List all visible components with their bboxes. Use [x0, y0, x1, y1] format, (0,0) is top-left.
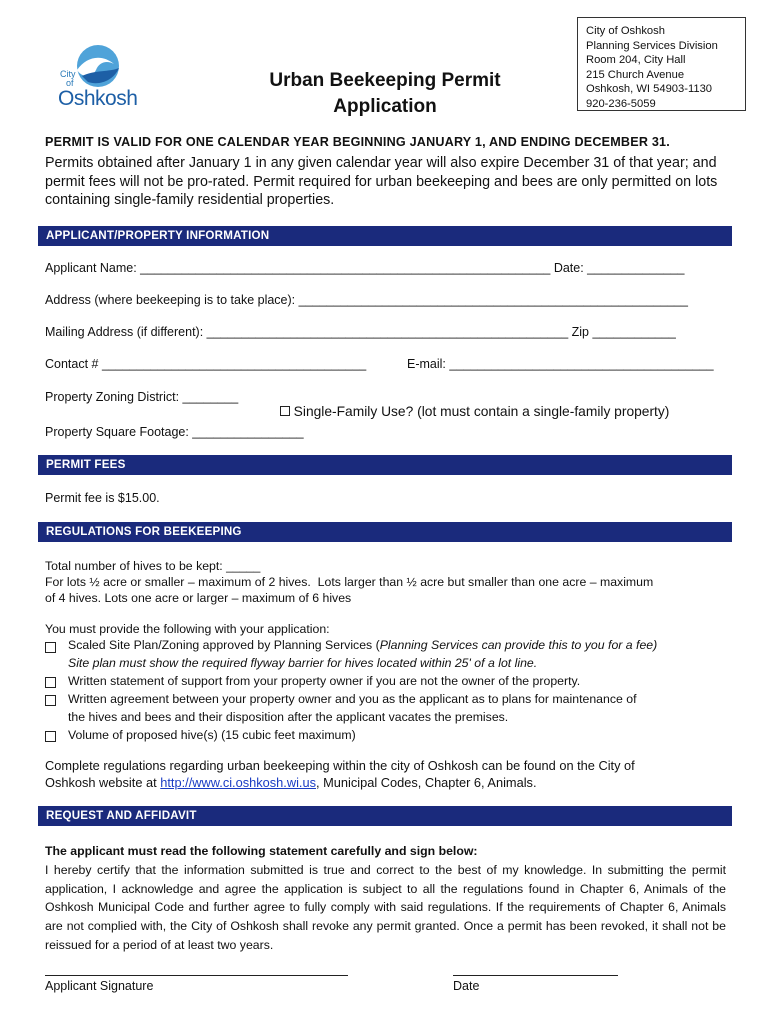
affidavit-body: I hereby certify that the information submitted is true and correct to the best of my knowledge. In submitting the permit application, I acknowledge and agree the application is subject to all the regulations found in Chapter 6, Animals of the Oshkosh Municipal Code and further agree to fully comply with said regulations. If the requirements of Chapter 6, Animals are not complied with, the City of Oshkosh shall revoke any permit granted. Once a permit has been revoked, it shall not be reissued for a period of at least two years.: [45, 862, 726, 952]
section-header-regulations: REGULATIONS FOR BEEKEEPING: [38, 522, 732, 542]
email-field[interactable]: E-mail: ______________________________________: [407, 357, 714, 371]
checkbox-site-plan[interactable]: [45, 640, 66, 658]
fee-text: Permit fee is $15.00.: [45, 491, 160, 505]
page-title: Urban Beekeeping Permit Application: [269, 70, 501, 117]
hive-limits-line2: of 4 hives. Lots one acre or larger – maximum of 6 hives: [45, 591, 352, 605]
date-label: Date: [453, 979, 480, 993]
checkbox-owner-statement[interactable]: [45, 675, 66, 693]
logo-name: Oshkosh: [58, 87, 138, 110]
item-owner-agreement: Written agreement between your property owner and you as the applicant as to plans for maintenance of: [68, 692, 637, 706]
affidavit: [45, 842, 726, 955]
city-logo: [52, 40, 142, 120]
mailing-address-field[interactable]: Mailing Address (if different): ____________________________________________________ Zip ____________: [45, 325, 676, 339]
square-footage-field[interactable]: Property Square Footage: ________________: [45, 425, 304, 439]
section-header-fees: PERMIT FEES: [38, 455, 732, 475]
item-site-plan: Scaled Site Plan/Zoning approved by Planning Services (Planning Services can provide this to you for a fee): [68, 638, 658, 652]
section-header-request: REQUEST AND AFFIDAVIT: [38, 806, 732, 826]
checkbox-icon[interactable]: [45, 677, 56, 688]
provide-heading: You must provide the following with your application:: [45, 622, 330, 636]
checkbox-icon[interactable]: [280, 406, 290, 416]
logo-city-text: City of: [60, 69, 76, 88]
item-site-plan-note: Site plan must show the required flyway barrier for hives located within 25' of a lot line.: [68, 656, 538, 670]
section-header-applicant: APPLICANT/PROPERTY INFORMATION: [38, 226, 732, 246]
hives-count-field[interactable]: Total number of hives to be kept: _____: [45, 559, 261, 573]
intro-text: Permits obtained after January 1 in any given calendar year will also expire December 31 of that year; and permit fees will not be pro-rated. Permit required for urban beekeeping and bees are only permitted on lots containing single-family residential properties.: [45, 155, 718, 208]
city-website-link[interactable]: http://www.ci.oshkosh.wi.us: [160, 775, 316, 790]
checkbox-icon[interactable]: [45, 695, 56, 706]
date-signature-line[interactable]: [453, 975, 618, 976]
checkbox-icon[interactable]: [45, 731, 56, 742]
complete-regs-line2: Oshkosh website at http://www.ci.oshkosh.wi.us, Municipal Codes, Chapter 6, Animals.: [45, 775, 537, 790]
complete-regs-line1: Complete regulations regarding urban beekeeping within the city of Oshkosh can be found on the City of: [45, 758, 635, 773]
applicant-signature-line[interactable]: [45, 975, 348, 976]
hive-limits-line1: For lots ½ acre or smaller – maximum of 2 hives. Lots larger than ½ acre but smaller than one acre – maximum: [45, 575, 654, 589]
item-owner-statement: Written statement of support from your property owner if you are not the owner of the property.: [68, 674, 581, 688]
affidavit-heading: The applicant must read the following statement carefully and sign below:: [45, 844, 478, 858]
address-field[interactable]: Address (where beekeeping is to take place): ________________________________________________________: [45, 293, 688, 307]
validity-notice: PERMIT IS VALID FOR ONE CALENDAR YEAR BEGINNING JANUARY 1, AND ENDING DECEMBER 31.: [45, 135, 670, 149]
contact-field[interactable]: Contact # ______________________________________: [45, 357, 367, 371]
single-family-option[interactable]: Single-Family Use? (lot must contain a single-family property): [272, 389, 669, 419]
checkbox-icon[interactable]: [45, 642, 56, 653]
zoning-district-field[interactable]: Property Zoning District: ________: [45, 390, 239, 404]
checkbox-owner-agreement[interactable]: [45, 693, 66, 711]
item-owner-agreement-cont: the hives and bees and their disposition after the applicant vacates the premises.: [68, 710, 509, 724]
applicant-name-field[interactable]: Applicant Name: ___________________________________________________________ Date: ______________: [45, 261, 685, 275]
item-hive-volume: Volume of proposed hive(s) (15 cubic feet maximum): [68, 728, 356, 742]
checkbox-hive-volume[interactable]: [45, 729, 66, 747]
applicant-signature-label: Applicant Signature: [45, 979, 154, 993]
address-box: City of Oshkosh Planning Services Division Room 204, City Hall 215 Church Avenue Oshkosh, WI 54903-1130 920-236-5059: [577, 17, 746, 111]
